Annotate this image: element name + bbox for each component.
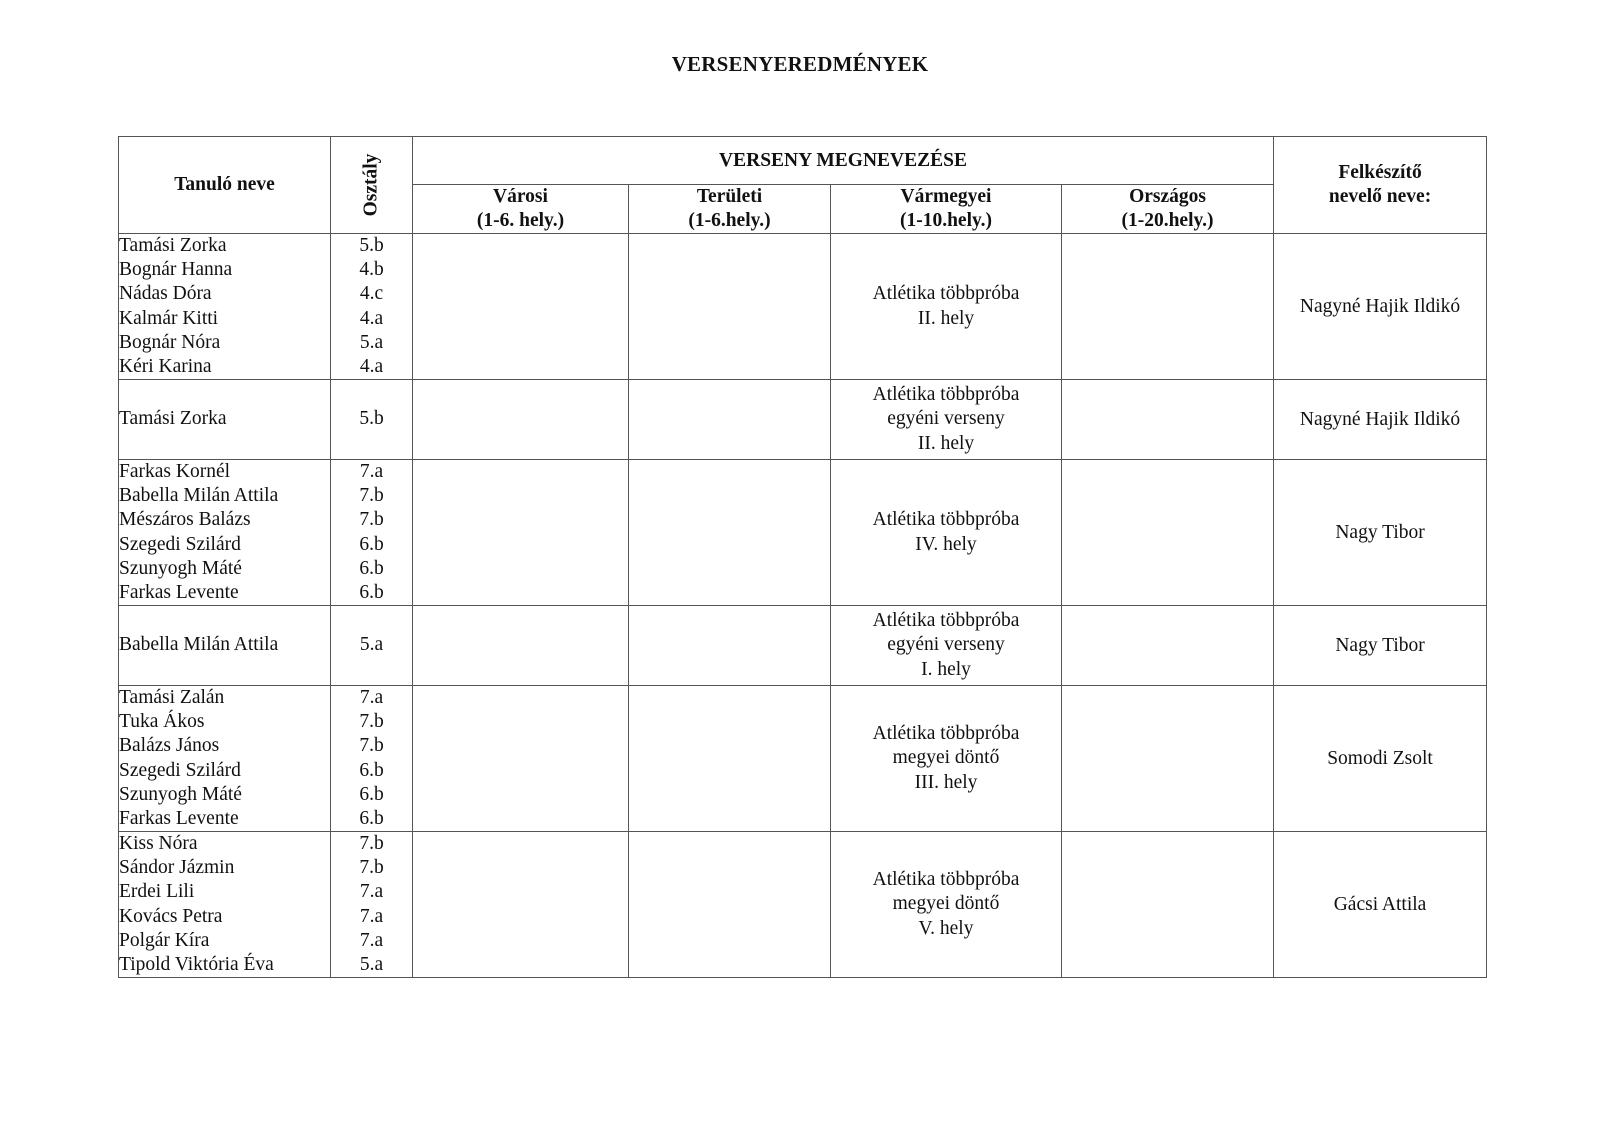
- varosi-cell: [413, 686, 629, 832]
- header-student-name: Tanuló neve: [119, 137, 331, 234]
- header-level-range: (1-10.hely.): [899, 210, 993, 231]
- varmegyei-result-line: megyei döntő: [892, 893, 1000, 915]
- student-class: 6.b: [359, 557, 384, 579]
- student-name: Farkas Levente: [119, 807, 239, 829]
- student-name: Farkas Kornél: [119, 461, 231, 483]
- header-competition: VERSENY MEGNEVEZÉSE: [413, 137, 1274, 185]
- student-class: 7.a: [359, 687, 384, 709]
- student-names-cell: [119, 460, 331, 606]
- header-level-range: (1-6.hely.): [688, 210, 771, 231]
- teacher-name-cell: Nagy Tibor: [1274, 460, 1487, 606]
- student-class: 5.a: [359, 953, 384, 975]
- student-class: 4.c: [359, 283, 384, 305]
- student-name: Farkas Levente: [119, 581, 239, 603]
- student-class: 5.b: [359, 408, 384, 430]
- orszagos-cell: [1062, 686, 1274, 832]
- student-name: Tamási Zorka: [119, 408, 227, 430]
- teruleti-cell: [629, 380, 831, 460]
- table-row: [119, 460, 1487, 606]
- varosi-cell: [413, 832, 629, 978]
- header-level-name: Vármegyei: [900, 186, 992, 207]
- student-classes-cell: [331, 832, 413, 978]
- student-class: 7.b: [359, 857, 384, 879]
- student-class: 7.a: [359, 881, 384, 903]
- varmegyei-result-line: I. hely: [921, 658, 971, 680]
- student-class: 4.a: [359, 355, 384, 377]
- student-name: Kiss Nóra: [119, 833, 198, 855]
- student-classes-cell: [331, 606, 413, 686]
- student-class: 7.b: [359, 833, 384, 855]
- table-row: [119, 606, 1487, 686]
- varmegyei-result-line: Atlétika többpróba: [872, 283, 1020, 305]
- student-class: 4.b: [359, 259, 384, 281]
- header-class: [331, 137, 413, 234]
- teacher-name-cell: Nagy Tibor: [1274, 606, 1487, 686]
- table-row: [119, 380, 1487, 460]
- student-class: 7.b: [359, 735, 384, 757]
- varmegyei-result-line: megyei döntő: [892, 747, 1000, 769]
- student-name: Bognár Nóra: [119, 331, 221, 353]
- varmegyei-result-line: Atlétika többpróba: [872, 610, 1020, 632]
- student-names-cell: [119, 832, 331, 978]
- student-name: Szegedi Szilárd: [119, 533, 241, 555]
- teruleti-cell: [629, 460, 831, 606]
- student-name: Nádas Dóra: [119, 283, 212, 305]
- student-class: 6.b: [359, 783, 384, 805]
- student-name: Kovács Petra: [119, 905, 223, 927]
- varosi-cell: [413, 380, 629, 460]
- varmegyei-result-line: V. hely: [918, 917, 974, 939]
- header-level-range: (1-20.hely.): [1121, 210, 1214, 231]
- student-name: Kéri Karina: [119, 355, 212, 377]
- varmegyei-result-line: II. hely: [917, 432, 975, 454]
- varmegyei-cell: [831, 380, 1062, 460]
- orszagos-cell: [1062, 606, 1274, 686]
- student-name: Tamási Zalán: [119, 687, 225, 709]
- varmegyei-result-line: II. hely: [917, 307, 975, 329]
- student-class: 7.a: [359, 929, 384, 951]
- results-table: [118, 136, 1487, 978]
- varmegyei-cell: [831, 606, 1062, 686]
- varmegyei-result-line: Atlétika többpróba: [872, 509, 1020, 531]
- varmegyei-result-line: egyéni verseny: [887, 634, 1005, 656]
- student-name: Tuka Ákos: [119, 711, 205, 733]
- student-class: 7.b: [359, 509, 384, 531]
- header-level: [1062, 185, 1274, 234]
- teacher-name-cell: Gácsi Attila: [1274, 832, 1487, 978]
- table-row: [119, 832, 1487, 978]
- student-classes-cell: [331, 380, 413, 460]
- student-name: Tamási Zorka: [119, 235, 227, 257]
- varmegyei-cell: [831, 832, 1062, 978]
- varmegyei-result-line: Atlétika többpróba: [872, 384, 1020, 406]
- header-level-name: Területi: [696, 186, 763, 207]
- header-level-name: Országos: [1129, 186, 1206, 207]
- varosi-cell: [413, 234, 629, 380]
- student-name: Mészáros Balázs: [119, 509, 251, 531]
- orszagos-cell: [1062, 832, 1274, 978]
- orszagos-cell: [1062, 380, 1274, 460]
- document-title: VERSENYEREDMÉNYEK: [671, 52, 929, 76]
- student-class: 7.a: [359, 905, 384, 927]
- student-class: 5.b: [359, 235, 384, 257]
- header-teacher-line-2: nevelő neve:: [1328, 186, 1432, 207]
- student-classes-cell: [331, 460, 413, 606]
- student-class: 6.b: [359, 533, 384, 555]
- header-class-label: Osztály: [360, 153, 382, 217]
- teruleti-cell: [629, 606, 831, 686]
- varmegyei-cell: [831, 460, 1062, 606]
- student-name: Tipold Viktória Éva: [119, 953, 274, 975]
- varmegyei-cell: [831, 686, 1062, 832]
- varmegyei-result-line: Atlétika többpróba: [872, 869, 1020, 891]
- student-name: Sándor Jázmin: [119, 857, 235, 879]
- header-teacher: [1274, 137, 1487, 234]
- varmegyei-result-line: egyéni verseny: [887, 408, 1005, 430]
- student-class: 6.b: [359, 581, 384, 603]
- header-level: [413, 185, 629, 234]
- varmegyei-result-line: III. hely: [914, 771, 978, 793]
- student-class: 6.b: [359, 759, 384, 781]
- student-classes-cell: [331, 686, 413, 832]
- varosi-cell: [413, 460, 629, 606]
- student-class: 6.b: [359, 807, 384, 829]
- varmegyei-result-line: IV. hely: [915, 533, 977, 555]
- teacher-name-cell: Somodi Zsolt: [1274, 686, 1487, 832]
- header-level-name: Városi: [493, 186, 548, 207]
- student-name: Babella Milán Attila: [119, 634, 279, 656]
- table-row: [119, 686, 1487, 832]
- table-row: [119, 234, 1487, 380]
- teruleti-cell: [629, 686, 831, 832]
- teacher-name-cell: Nagyné Hajik Ildikó: [1274, 234, 1487, 380]
- teruleti-cell: [629, 234, 831, 380]
- student-name: Kalmár Kitti: [119, 307, 219, 329]
- student-names-cell: [119, 380, 331, 460]
- student-name: Bognár Hanna: [119, 259, 233, 281]
- student-name: Polgár Kíra: [119, 929, 210, 951]
- student-class: 4.a: [359, 307, 384, 329]
- varosi-cell: [413, 606, 629, 686]
- orszagos-cell: [1062, 234, 1274, 380]
- student-class: 5.a: [359, 331, 384, 353]
- student-name: Szegedi Szilárd: [119, 759, 241, 781]
- header-teacher-line-1: Felkészítő: [1338, 162, 1422, 183]
- student-class: 7.b: [359, 711, 384, 733]
- student-names-cell: [119, 234, 331, 380]
- student-class: 7.b: [359, 485, 384, 507]
- header-level: [629, 185, 831, 234]
- header-level: [831, 185, 1062, 234]
- student-names-cell: [119, 686, 331, 832]
- varmegyei-result-line: Atlétika többpróba: [872, 723, 1020, 745]
- teruleti-cell: [629, 832, 831, 978]
- varmegyei-cell: [831, 234, 1062, 380]
- student-name: Szunyogh Máté: [119, 783, 242, 805]
- orszagos-cell: [1062, 460, 1274, 606]
- student-classes-cell: [331, 234, 413, 380]
- teacher-name-cell: Nagyné Hajik Ildikó: [1274, 380, 1487, 460]
- student-name: Balázs János: [119, 735, 220, 757]
- student-name: Babella Milán Attila: [119, 485, 279, 507]
- student-class: 7.a: [359, 461, 384, 483]
- table-body: [119, 234, 1487, 978]
- student-name: Szunyogh Máté: [119, 557, 242, 579]
- header-level-range: (1-6. hely.): [476, 210, 565, 231]
- student-names-cell: [119, 606, 331, 686]
- student-class: 5.a: [359, 634, 384, 656]
- student-name: Erdei Lili: [119, 881, 195, 903]
